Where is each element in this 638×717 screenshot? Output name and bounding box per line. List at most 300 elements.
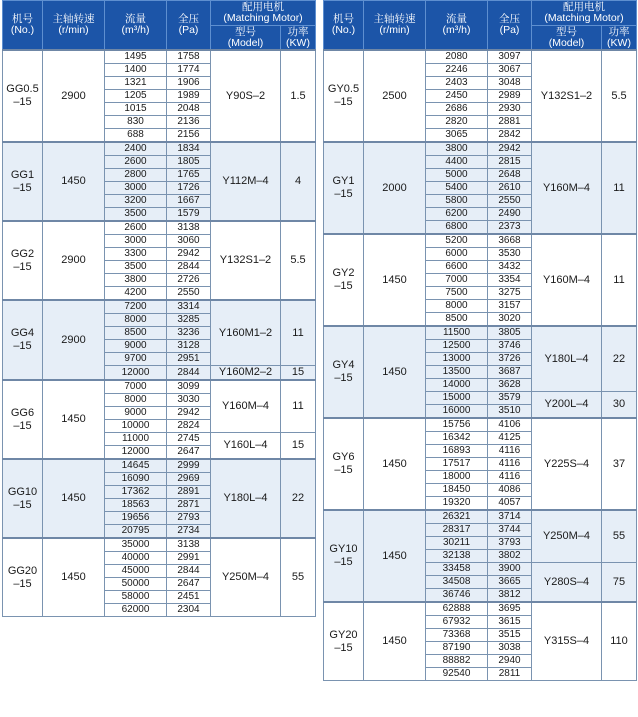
fan-group xyxy=(3,221,316,300)
flow-value: 28317 xyxy=(426,524,488,537)
spindle-speed: 1450 xyxy=(364,326,426,418)
fan-model-no-main: GG0.5 xyxy=(6,83,39,95)
header-motor-cn: 配用电机 xyxy=(563,1,605,13)
flow-value: 5800 xyxy=(426,195,488,208)
fan-model-no xyxy=(324,326,364,418)
header-speed-unit: (r/min) xyxy=(379,24,410,36)
pressure-value: 3097 xyxy=(488,50,532,64)
header-power-unit: (KW) xyxy=(286,36,310,49)
flow-value: 9000 xyxy=(105,407,167,420)
motor-model: Y160M–4 xyxy=(532,142,602,234)
pressure-value: 2136 xyxy=(167,116,211,129)
flow-value: 26321 xyxy=(426,510,488,524)
pressure-value: 2793 xyxy=(167,512,211,525)
pressure-value: 2844 xyxy=(167,565,211,578)
pressure-value: 2891 xyxy=(167,486,211,499)
flow-value: 2246 xyxy=(426,64,488,77)
spindle-speed: 1450 xyxy=(364,418,426,510)
flow-value: 8000 xyxy=(426,300,488,313)
flow-value: 3200 xyxy=(105,195,167,208)
pressure-value: 3432 xyxy=(488,261,532,274)
header-model-no-cn: 机号 xyxy=(333,13,354,25)
table-row xyxy=(3,380,316,394)
spindle-speed: 1450 xyxy=(364,602,426,681)
pressure-value: 3744 xyxy=(488,524,532,537)
flow-value: 67932 xyxy=(426,616,488,629)
fan-model-no-suffix: –15 xyxy=(334,372,353,384)
fan-group xyxy=(3,538,316,617)
pressure-value: 4116 xyxy=(488,445,532,458)
flow-value: 20795 xyxy=(105,525,167,539)
fan-group xyxy=(3,300,316,380)
header-motor xyxy=(532,1,637,26)
table-row xyxy=(3,300,316,314)
gg-series-table xyxy=(2,0,316,617)
fan-group xyxy=(324,234,637,326)
flow-value: 2686 xyxy=(426,103,488,116)
flow-value: 16090 xyxy=(105,473,167,486)
fan-model-no-suffix: –15 xyxy=(334,641,353,654)
flow-value: 18450 xyxy=(426,484,488,497)
pressure-value: 3285 xyxy=(167,314,211,327)
flow-value: 16000 xyxy=(426,405,488,419)
flow-value: 7000 xyxy=(105,380,167,394)
flow-value: 2450 xyxy=(426,90,488,103)
pressure-value: 1989 xyxy=(167,90,211,103)
flow-value: 17362 xyxy=(105,486,167,499)
flow-value: 19656 xyxy=(105,512,167,525)
pressure-value: 3802 xyxy=(488,550,532,563)
pressure-value: 2824 xyxy=(167,420,211,433)
pressure-value: 3615 xyxy=(488,616,532,629)
motor-model: Y225S–4 xyxy=(532,418,602,510)
table-row xyxy=(324,50,637,64)
motor-model: Y180L–4 xyxy=(211,459,281,538)
fan-group xyxy=(324,418,637,510)
pressure-value: 3668 xyxy=(488,234,532,248)
header-speed-unit: (r/min) xyxy=(58,24,89,36)
table-row xyxy=(3,538,316,552)
pressure-value: 2734 xyxy=(167,525,211,539)
pressure-value: 2373 xyxy=(488,221,532,235)
pressure-value: 2304 xyxy=(167,604,211,617)
pressure-value: 2942 xyxy=(488,142,532,156)
flow-value: 6600 xyxy=(426,261,488,274)
fan-model-no-suffix: –15 xyxy=(334,188,353,200)
pressure-value: 3812 xyxy=(488,589,532,603)
header-power xyxy=(602,26,637,51)
flow-value: 12000 xyxy=(105,446,167,460)
flow-value: 1205 xyxy=(105,90,167,103)
flow-value: 16342 xyxy=(426,432,488,445)
spindle-speed: 1450 xyxy=(43,142,105,221)
flow-value: 15000 xyxy=(426,392,488,405)
flow-value: 11000 xyxy=(105,433,167,446)
spindle-speed: 2900 xyxy=(43,50,105,142)
flow-value: 4400 xyxy=(426,156,488,169)
header-flow-unit: (m³/h) xyxy=(121,24,150,36)
flow-value: 6200 xyxy=(426,208,488,221)
table-row xyxy=(324,418,637,432)
flow-value: 6000 xyxy=(426,248,488,261)
flow-value: 3800 xyxy=(426,142,488,156)
fan-model-no-main: GG1 xyxy=(10,168,35,181)
motor-power: 22 xyxy=(602,326,637,392)
pressure-value: 1906 xyxy=(167,77,211,90)
motor-model: Y315S–4 xyxy=(532,602,602,681)
fan-model-no xyxy=(324,142,364,234)
pressure-value: 1667 xyxy=(167,195,211,208)
flow-value: 92540 xyxy=(426,668,488,681)
motor-power: 55 xyxy=(281,538,316,617)
fan-model-no xyxy=(3,538,43,617)
flow-value: 2820 xyxy=(426,116,488,129)
header-power xyxy=(281,26,316,51)
pressure-value: 2842 xyxy=(488,129,532,143)
header-power-unit: (KW) xyxy=(607,36,631,49)
pressure-value: 2726 xyxy=(167,274,211,287)
table-row xyxy=(324,602,637,616)
flow-value: 17517 xyxy=(426,458,488,471)
fan-model-no-suffix: –15 xyxy=(13,577,32,590)
flow-value: 3500 xyxy=(105,208,167,222)
pressure-value: 3805 xyxy=(488,326,532,340)
motor-model: Y250M–4 xyxy=(211,538,281,617)
spindle-speed: 2900 xyxy=(43,300,105,380)
motor-power: 1.5 xyxy=(281,50,316,142)
pressure-value: 2156 xyxy=(167,129,211,143)
flow-value: 3000 xyxy=(105,235,167,248)
pressure-value: 4057 xyxy=(488,497,532,511)
pressure-value: 2844 xyxy=(167,261,211,274)
table-row xyxy=(324,142,637,156)
header-speed xyxy=(43,1,105,51)
flow-value: 87190 xyxy=(426,642,488,655)
motor-power: 75 xyxy=(602,563,637,603)
spindle-speed: 2000 xyxy=(364,142,426,234)
flow-value: 18000 xyxy=(426,471,488,484)
pressure-value: 3030 xyxy=(167,394,211,407)
fan-model-no-main: GY6 xyxy=(332,451,355,463)
pressure-value: 3038 xyxy=(488,642,532,655)
pressure-value: 3128 xyxy=(167,340,211,353)
flow-value: 8000 xyxy=(105,394,167,407)
flow-value: 5000 xyxy=(426,169,488,182)
pressure-value: 1774 xyxy=(167,64,211,77)
header-model-no-en: (No.) xyxy=(331,24,356,36)
pressure-value: 3530 xyxy=(488,248,532,261)
pressure-value: 3900 xyxy=(488,563,532,576)
fan-model-no-main: GG2 xyxy=(10,247,35,260)
flow-value: 8000 xyxy=(105,314,167,327)
motor-power: 5.5 xyxy=(281,221,316,300)
pressure-value: 2942 xyxy=(167,407,211,420)
flow-value: 12500 xyxy=(426,340,488,353)
flow-value: 32138 xyxy=(426,550,488,563)
pressure-value: 2648 xyxy=(488,169,532,182)
table-row xyxy=(324,326,637,340)
pressure-value: 2490 xyxy=(488,208,532,221)
spindle-speed: 1450 xyxy=(43,459,105,538)
flow-value: 688 xyxy=(105,129,167,143)
pressure-value: 1726 xyxy=(167,182,211,195)
fan-model-no xyxy=(3,300,43,380)
spindle-speed: 1450 xyxy=(364,510,426,602)
flow-value: 14000 xyxy=(426,379,488,392)
flow-value: 33458 xyxy=(426,563,488,576)
pressure-value: 2550 xyxy=(488,195,532,208)
header-model-no-en: (No.) xyxy=(10,24,35,36)
flow-value: 16893 xyxy=(426,445,488,458)
pressure-value: 3510 xyxy=(488,405,532,419)
pressure-value: 3793 xyxy=(488,537,532,550)
flow-value: 14645 xyxy=(105,459,167,473)
spindle-speed: 1450 xyxy=(364,234,426,326)
header-motor-model-cn: 型号 xyxy=(556,25,577,38)
header-pressure-unit: (Pa) xyxy=(178,24,199,36)
fan-model-no xyxy=(324,510,364,602)
header-pressure-cn: 全压 xyxy=(499,13,520,25)
fan-model-no xyxy=(324,50,364,142)
flow-value: 2080 xyxy=(426,50,488,64)
motor-power: 11 xyxy=(281,380,316,433)
header-speed-cn: 主轴转速 xyxy=(373,13,416,25)
flow-value: 1400 xyxy=(105,64,167,77)
fan-model-no xyxy=(324,234,364,326)
header-pressure xyxy=(488,1,532,51)
fan-model-no xyxy=(3,142,43,221)
header-flow xyxy=(105,1,167,51)
flow-value: 10000 xyxy=(105,420,167,433)
flow-value: 4200 xyxy=(105,287,167,301)
fan-model-no-main: GG10 xyxy=(7,485,38,498)
flow-value: 7000 xyxy=(426,274,488,287)
motor-model: Y160M2–2 xyxy=(211,366,281,381)
motor-power: 37 xyxy=(602,418,637,510)
motor-power: 55 xyxy=(602,510,637,563)
fan-model-no-main: GG20 xyxy=(7,564,38,577)
fan-group xyxy=(3,380,316,459)
motor-model: Y280S–4 xyxy=(532,563,602,603)
fan-model-no-main: GG4 xyxy=(10,327,35,339)
table-row xyxy=(324,234,637,248)
fan-group xyxy=(3,50,316,142)
motor-model: Y112M–4 xyxy=(211,142,281,221)
pressure-value: 3628 xyxy=(488,379,532,392)
fan-model-no-main: GY20 xyxy=(329,628,358,641)
pressure-value: 3515 xyxy=(488,629,532,642)
flow-value: 7500 xyxy=(426,287,488,300)
motor-model: Y160M1–2 xyxy=(211,300,281,366)
motor-model: Y132S1–2 xyxy=(532,50,602,142)
pressure-value: 3695 xyxy=(488,602,532,616)
fan-model-no-suffix: –15 xyxy=(13,340,32,352)
gg-series-panel xyxy=(2,0,315,617)
flow-value: 73368 xyxy=(426,629,488,642)
header-speed-cn: 主轴转速 xyxy=(52,13,95,25)
pressure-value: 1805 xyxy=(167,156,211,169)
flow-value: 13500 xyxy=(426,366,488,379)
flow-value: 1495 xyxy=(105,50,167,64)
flow-value: 12000 xyxy=(105,366,167,381)
pressure-value: 4106 xyxy=(488,418,532,432)
flow-value: 1015 xyxy=(105,103,167,116)
flow-value: 2400 xyxy=(105,142,167,156)
fan-model-no xyxy=(3,50,43,142)
header-speed xyxy=(364,1,426,51)
motor-model: Y200L–4 xyxy=(532,392,602,419)
header-flow-cn: 流量 xyxy=(125,13,146,25)
pressure-value: 2647 xyxy=(167,446,211,460)
flow-value: 3300 xyxy=(105,248,167,261)
pressure-value: 4125 xyxy=(488,432,532,445)
fan-model-no xyxy=(3,459,43,538)
motor-model: Y250M–4 xyxy=(532,510,602,563)
fan-model-no-suffix: –15 xyxy=(13,96,32,108)
header-flow xyxy=(426,1,488,51)
motor-power: 5.5 xyxy=(602,50,637,142)
pressure-value: 4116 xyxy=(488,471,532,484)
fan-group xyxy=(3,142,316,221)
flow-value: 62000 xyxy=(105,604,167,617)
flow-value: 36746 xyxy=(426,589,488,603)
flow-value: 5200 xyxy=(426,234,488,248)
header-flow-unit: (m³/h) xyxy=(442,24,471,36)
header-model-no xyxy=(324,1,364,51)
motor-power: 11 xyxy=(602,234,637,326)
motor-model: Y90S–2 xyxy=(211,50,281,142)
pressure-value: 2815 xyxy=(488,156,532,169)
pressure-value: 3099 xyxy=(167,380,211,394)
fan-model-no-suffix: –15 xyxy=(334,96,353,108)
motor-model: Y160L–4 xyxy=(211,433,281,460)
fan-group xyxy=(324,142,637,234)
motor-power: 4 xyxy=(281,142,316,221)
spindle-speed: 2900 xyxy=(43,221,105,300)
motor-power: 110 xyxy=(602,602,637,681)
header-motor-model xyxy=(211,26,281,51)
flow-value: 15756 xyxy=(426,418,488,432)
flow-value: 34508 xyxy=(426,576,488,589)
motor-model: Y160M–4 xyxy=(532,234,602,326)
pressure-value: 3354 xyxy=(488,274,532,287)
pressure-value: 2451 xyxy=(167,591,211,604)
pressure-value: 3746 xyxy=(488,340,532,353)
pressure-value: 3236 xyxy=(167,327,211,340)
gy-series-panel xyxy=(323,0,636,681)
fan-model-no-suffix: –15 xyxy=(334,556,353,568)
pressure-value: 2991 xyxy=(167,552,211,565)
pressure-value: 2844 xyxy=(167,366,211,381)
flow-value: 6800 xyxy=(426,221,488,235)
flow-value: 9700 xyxy=(105,353,167,366)
flow-value: 40000 xyxy=(105,552,167,565)
header-motor-en: (Matching Motor) xyxy=(223,12,303,24)
flow-value: 19320 xyxy=(426,497,488,511)
header-power-cn: 功率 xyxy=(287,25,309,38)
pressure-value: 3314 xyxy=(167,300,211,314)
pressure-value: 2550 xyxy=(167,287,211,301)
motor-model: Y132S1–2 xyxy=(211,221,281,300)
motor-model: Y180L–4 xyxy=(532,326,602,392)
pressure-value: 2951 xyxy=(167,353,211,366)
pressure-value: 2610 xyxy=(488,182,532,195)
header-motor xyxy=(211,1,316,26)
pressure-value: 3726 xyxy=(488,353,532,366)
motor-power: 15 xyxy=(281,366,316,381)
pressure-value: 3687 xyxy=(488,366,532,379)
flow-value: 30211 xyxy=(426,537,488,550)
header-model-no-cn: 机号 xyxy=(12,13,33,25)
table-row xyxy=(3,142,316,156)
spindle-speed: 2500 xyxy=(364,50,426,142)
fan-model-no xyxy=(3,221,43,300)
pressure-value: 2930 xyxy=(488,103,532,116)
flow-value: 5400 xyxy=(426,182,488,195)
pressure-value: 3275 xyxy=(488,287,532,300)
table-row xyxy=(3,50,316,64)
pressure-value: 1579 xyxy=(167,208,211,222)
pressure-value: 4116 xyxy=(488,458,532,471)
fan-model-no-main: GY10 xyxy=(329,543,358,555)
motor-power: 30 xyxy=(602,392,637,419)
pressure-value: 2745 xyxy=(167,433,211,446)
pressure-value: 3138 xyxy=(167,221,211,235)
fan-model-no-suffix: –15 xyxy=(13,419,32,432)
header-power-cn: 功率 xyxy=(608,25,630,38)
pressure-value: 2999 xyxy=(167,459,211,473)
fan-model-no-main: GG6 xyxy=(10,406,35,419)
flow-value: 2800 xyxy=(105,169,167,182)
motor-model: Y160M–4 xyxy=(211,380,281,433)
header-pressure-cn: 全压 xyxy=(178,13,199,25)
flow-value: 3000 xyxy=(105,182,167,195)
flow-value: 3500 xyxy=(105,261,167,274)
pressure-value: 3157 xyxy=(488,300,532,313)
pressure-value: 2647 xyxy=(167,578,211,591)
pressure-value: 2942 xyxy=(167,248,211,261)
fan-model-no-suffix: –15 xyxy=(13,498,32,511)
flow-value: 2600 xyxy=(105,221,167,235)
fan-model-no xyxy=(324,418,364,510)
flow-value: 9000 xyxy=(105,340,167,353)
pressure-value: 2048 xyxy=(167,103,211,116)
header-motor-model-en: (Model) xyxy=(227,36,264,49)
flow-value: 18563 xyxy=(105,499,167,512)
pressure-value: 3060 xyxy=(167,235,211,248)
spindle-speed: 1450 xyxy=(43,538,105,617)
header-motor-model xyxy=(532,26,602,51)
flow-value: 45000 xyxy=(105,565,167,578)
fan-model-no-main: GY0.5 xyxy=(327,83,360,95)
pressure-value: 2969 xyxy=(167,473,211,486)
flow-value: 58000 xyxy=(105,591,167,604)
pressure-value: 3020 xyxy=(488,313,532,327)
flow-value: 50000 xyxy=(105,578,167,591)
fan-group xyxy=(324,326,637,418)
spindle-speed: 1450 xyxy=(43,380,105,459)
header-motor-cn: 配用电机 xyxy=(242,1,284,13)
flow-value: 1321 xyxy=(105,77,167,90)
fan-model-no-suffix: –15 xyxy=(334,464,353,476)
fan-model-no-main: GY2 xyxy=(332,267,355,279)
pressure-value: 1765 xyxy=(167,169,211,182)
header-flow-cn: 流量 xyxy=(446,13,467,25)
pressure-value: 2989 xyxy=(488,90,532,103)
table-row xyxy=(3,221,316,235)
fan-model-no-main: GY1 xyxy=(332,175,355,187)
pressure-value: 2811 xyxy=(488,668,532,681)
